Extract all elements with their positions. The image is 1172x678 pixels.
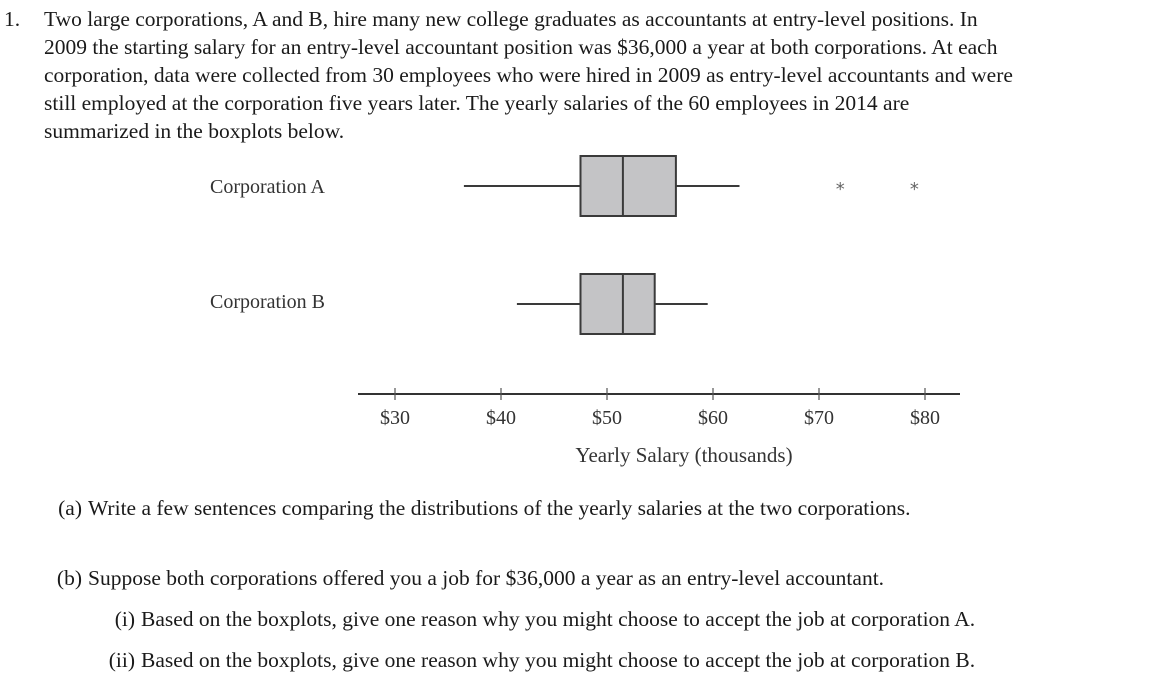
x-axis-label: Yearly Salary (thousands) — [575, 443, 793, 467]
x-tick-label: $70 — [804, 407, 834, 429]
stem-line: summarized in the boxplots below. — [44, 119, 345, 143]
part-b-ii-label: (ii) — [108, 648, 135, 672]
part-b-label: (b) — [56, 566, 82, 590]
question-number: 1. — [4, 7, 21, 31]
part-b-text: Suppose both corporations offered you a job for $36,000 a year as an entry-level accountant. — [88, 566, 885, 590]
part-a — [58, 494, 911, 522]
stem-line: still employed at the corporation five years later. The yearly salaries of the 60 employees in 2014 are — [44, 91, 910, 115]
x-tick-label: $50 — [592, 407, 622, 429]
outlier-marker: * — [909, 179, 919, 200]
stem-line: Two large corporations, A and B, hire many new college graduates as accountants at entry-level positions. In — [44, 7, 978, 31]
part-b — [56, 564, 885, 592]
x-tick-label: $30 — [380, 407, 410, 429]
part-b-ii-text: Based on the boxplots, give one reason why you might choose to accept the job at corporation B. — [141, 648, 976, 672]
iqr-box — [581, 156, 676, 216]
x-tick-label: $80 — [910, 407, 940, 429]
part-b-i-text: Based on the boxplots, give one reason why you might choose to accept the job at corporation A. — [141, 607, 976, 631]
series-label: Corporation A — [210, 176, 325, 198]
x-tick-label: $60 — [698, 407, 728, 429]
part-b-ii — [108, 646, 976, 674]
stem-line: 2009 the starting salary for an entry-level accountant position was $36,000 a year at both corporations. At each — [44, 35, 998, 59]
part-a-label: (a) — [58, 496, 82, 520]
part-a-text: Write a few sentences comparing the distributions of the yearly salaries at the two corporations. — [88, 496, 911, 520]
series-label: Corporation B — [210, 291, 325, 313]
outlier-marker: * — [835, 179, 845, 200]
stem-line: corporation, data were collected from 30 employees who were hired in 2009 as entry-level accountants and were — [44, 63, 1013, 87]
part-b-i — [114, 605, 976, 633]
part-b-i-label: (i) — [114, 607, 135, 631]
x-tick-label: $40 — [486, 407, 516, 429]
iqr-box — [581, 274, 655, 334]
